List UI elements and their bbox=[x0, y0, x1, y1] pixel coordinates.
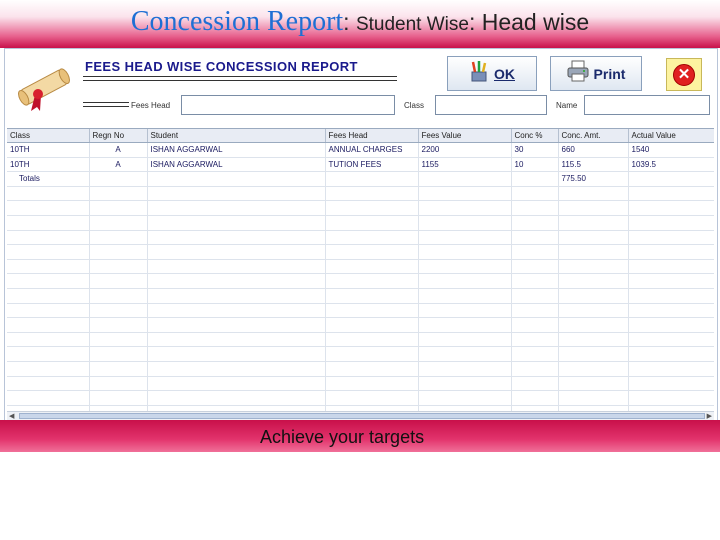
table-cell: 10TH bbox=[7, 157, 89, 172]
table-cell bbox=[89, 347, 147, 362]
table-cell bbox=[147, 376, 325, 391]
table-cell bbox=[418, 186, 511, 201]
table-cell bbox=[418, 245, 511, 260]
table-row[interactable] bbox=[7, 245, 714, 260]
table-cell bbox=[511, 186, 558, 201]
table-cell bbox=[628, 215, 714, 230]
table-cell bbox=[89, 186, 147, 201]
table-cell bbox=[147, 391, 325, 406]
table-cell bbox=[325, 361, 418, 376]
table-cell bbox=[89, 303, 147, 318]
table-cell bbox=[89, 288, 147, 303]
table-row[interactable] bbox=[7, 157, 714, 172]
table-cell bbox=[511, 215, 558, 230]
slide-title bbox=[0, 6, 720, 38]
table-cell bbox=[558, 347, 628, 362]
class-label: Class bbox=[404, 101, 425, 110]
table-cell bbox=[147, 186, 325, 201]
table-cell bbox=[7, 186, 89, 201]
table-cell bbox=[325, 274, 418, 289]
table-row[interactable] bbox=[7, 391, 714, 406]
table-row[interactable] bbox=[7, 332, 714, 347]
name-label: Name bbox=[556, 101, 578, 110]
slide-title-bar bbox=[0, 0, 720, 48]
table-cell bbox=[511, 201, 558, 216]
table-cell bbox=[418, 303, 511, 318]
close-button[interactable] bbox=[666, 58, 702, 91]
table-cell bbox=[325, 172, 418, 187]
table-cell bbox=[511, 230, 558, 245]
table-cell bbox=[628, 332, 714, 347]
table-cell bbox=[89, 201, 147, 216]
table-row[interactable] bbox=[7, 347, 714, 362]
table-cell bbox=[147, 172, 325, 187]
table-cell bbox=[89, 215, 147, 230]
table-cell bbox=[511, 391, 558, 406]
table-cell bbox=[628, 361, 714, 376]
ok-button-label: OK bbox=[494, 65, 515, 82]
table-cell: 1540 bbox=[628, 143, 714, 158]
table-cell bbox=[628, 347, 714, 362]
table-cell bbox=[147, 245, 325, 260]
title-underline-2 bbox=[83, 80, 397, 81]
table-cell bbox=[147, 347, 325, 362]
table-cell: A bbox=[89, 143, 147, 158]
table-cell bbox=[325, 215, 418, 230]
column-header[interactable]: Student bbox=[147, 129, 325, 143]
report-title: FEES HEAD WISE CONCESSION REPORT bbox=[85, 59, 358, 74]
table-cell bbox=[325, 347, 418, 362]
print-button-label: Print bbox=[593, 65, 626, 82]
column-header[interactable]: Fees Value bbox=[418, 129, 511, 143]
table-row[interactable] bbox=[7, 201, 714, 216]
table-cell bbox=[628, 245, 714, 260]
title-underline bbox=[83, 76, 397, 77]
table-row[interactable] bbox=[7, 186, 714, 201]
table-cell bbox=[147, 303, 325, 318]
table-cell bbox=[558, 259, 628, 274]
scroll-right-icon[interactable]: ▶ bbox=[706, 413, 712, 420]
report-grid[interactable] bbox=[7, 128, 714, 412]
table-cell bbox=[511, 245, 558, 260]
table-cell bbox=[7, 376, 89, 391]
column-header[interactable]: Actual Value bbox=[628, 129, 714, 143]
table-cell bbox=[7, 288, 89, 303]
table-cell bbox=[7, 230, 89, 245]
table-cell: 1039.5 bbox=[628, 157, 714, 172]
ok-button[interactable] bbox=[447, 56, 537, 91]
table-cell bbox=[325, 201, 418, 216]
table-cell bbox=[558, 215, 628, 230]
table-header-row bbox=[7, 129, 714, 143]
footer-banner bbox=[0, 420, 720, 452]
table-cell: 1155 bbox=[418, 157, 511, 172]
table-cell bbox=[418, 391, 511, 406]
slide-title-student-wise: Student Wise bbox=[355, 14, 469, 35]
table-cell: 2200 bbox=[418, 143, 511, 158]
table-cell bbox=[418, 332, 511, 347]
name-field[interactable] bbox=[584, 95, 710, 115]
slide-title-head-wise: Head wise bbox=[481, 9, 590, 35]
table-cell bbox=[558, 288, 628, 303]
table-cell bbox=[558, 376, 628, 391]
table-cell bbox=[89, 376, 147, 391]
table-cell bbox=[418, 201, 511, 216]
table-cell: 10 bbox=[511, 157, 558, 172]
table-row[interactable] bbox=[7, 259, 714, 274]
table-cell: ISHAN AGGARWAL bbox=[147, 157, 325, 172]
table-cell: 115.5 bbox=[558, 157, 628, 172]
table-cell bbox=[628, 230, 714, 245]
table-cell bbox=[511, 332, 558, 347]
horizontal-scrollbar[interactable] bbox=[7, 411, 714, 420]
table-cell bbox=[628, 172, 714, 187]
table-row[interactable] bbox=[7, 274, 714, 289]
footer-text: Achieve your targets bbox=[260, 427, 425, 447]
table-cell: 30 bbox=[511, 143, 558, 158]
report-table bbox=[7, 129, 714, 412]
table-cell bbox=[325, 332, 418, 347]
table-cell bbox=[418, 274, 511, 289]
table-cell bbox=[418, 361, 511, 376]
table-cell bbox=[89, 274, 147, 289]
table-cell bbox=[147, 215, 325, 230]
column-header[interactable]: Conc. Amt. bbox=[558, 129, 628, 143]
table-row[interactable] bbox=[7, 143, 714, 158]
table-cell bbox=[511, 259, 558, 274]
slide-title-colon-1: : bbox=[343, 9, 356, 35]
table-cell: 775.50 bbox=[558, 172, 628, 187]
table-cell bbox=[325, 245, 418, 260]
table-cell bbox=[628, 201, 714, 216]
scroll-left-icon[interactable]: ◀ bbox=[9, 413, 15, 420]
table-cell bbox=[7, 245, 89, 260]
table-cell bbox=[418, 376, 511, 391]
table-cell bbox=[418, 318, 511, 333]
table-cell bbox=[418, 288, 511, 303]
table-cell bbox=[147, 230, 325, 245]
table-cell: Totals bbox=[7, 172, 89, 187]
table-cell bbox=[418, 259, 511, 274]
column-header[interactable]: Regn No bbox=[89, 129, 147, 143]
report-window bbox=[4, 48, 718, 422]
table-cell bbox=[89, 318, 147, 333]
table-cell bbox=[325, 186, 418, 201]
table-cell bbox=[7, 274, 89, 289]
fees-head-field[interactable] bbox=[181, 95, 395, 115]
close-icon: ✕ bbox=[673, 64, 695, 86]
table-cell bbox=[7, 332, 89, 347]
table-cell: ANNUAL CHARGES bbox=[325, 143, 418, 158]
report-form bbox=[5, 49, 717, 127]
table-cell bbox=[511, 361, 558, 376]
table-cell bbox=[418, 230, 511, 245]
table-cell bbox=[325, 230, 418, 245]
table-cell bbox=[89, 259, 147, 274]
table-cell bbox=[511, 303, 558, 318]
table-cell bbox=[558, 245, 628, 260]
table-cell bbox=[325, 318, 418, 333]
table-cell bbox=[89, 230, 147, 245]
class-field[interactable] bbox=[435, 95, 547, 115]
table-cell bbox=[7, 347, 89, 362]
table-cell bbox=[325, 391, 418, 406]
table-cell bbox=[558, 186, 628, 201]
table-cell bbox=[7, 259, 89, 274]
table-row[interactable] bbox=[7, 361, 714, 376]
table-cell bbox=[558, 318, 628, 333]
table-cell bbox=[511, 318, 558, 333]
slide-title-colon-2: : bbox=[468, 9, 482, 35]
fees-head-line bbox=[83, 102, 129, 103]
table-row[interactable] bbox=[7, 318, 714, 333]
table-cell bbox=[147, 274, 325, 289]
table-cell bbox=[628, 288, 714, 303]
table-cell bbox=[147, 332, 325, 347]
fees-head-label: Fees Head bbox=[131, 101, 171, 110]
column-header[interactable]: Class bbox=[7, 129, 89, 143]
table-cell: ISHAN AGGARWAL bbox=[147, 143, 325, 158]
fees-head-line-2 bbox=[83, 106, 129, 107]
table-cell bbox=[325, 288, 418, 303]
table-cell bbox=[89, 245, 147, 260]
table-cell bbox=[511, 347, 558, 362]
table-cell bbox=[418, 172, 511, 187]
table-cell bbox=[511, 288, 558, 303]
table-row[interactable] bbox=[7, 230, 714, 245]
pencils-icon bbox=[469, 60, 489, 87]
table-cell bbox=[7, 215, 89, 230]
table-cell bbox=[7, 318, 89, 333]
table-cell bbox=[89, 391, 147, 406]
table-cell bbox=[325, 259, 418, 274]
table-row[interactable] bbox=[7, 303, 714, 318]
printer-icon bbox=[567, 60, 589, 87]
table-cell bbox=[558, 274, 628, 289]
table-cell bbox=[325, 376, 418, 391]
table-cell bbox=[147, 288, 325, 303]
table-row[interactable] bbox=[7, 376, 714, 391]
table-cell bbox=[628, 376, 714, 391]
table-cell bbox=[418, 347, 511, 362]
table-cell: A bbox=[89, 157, 147, 172]
table-cell: 660 bbox=[558, 143, 628, 158]
table-cell bbox=[7, 201, 89, 216]
table-cell bbox=[558, 303, 628, 318]
table-cell bbox=[89, 332, 147, 347]
table-cell bbox=[628, 259, 714, 274]
certificate-scroll-icon bbox=[11, 61, 77, 113]
table-cell bbox=[511, 172, 558, 187]
table-cell: 10TH bbox=[7, 143, 89, 158]
table-cell bbox=[558, 201, 628, 216]
table-cell bbox=[628, 318, 714, 333]
table-cell bbox=[558, 230, 628, 245]
scrollbar-thumb[interactable] bbox=[19, 413, 705, 419]
table-cell bbox=[7, 361, 89, 376]
table-cell bbox=[7, 303, 89, 318]
table-cell bbox=[7, 391, 89, 406]
table-cell bbox=[147, 201, 325, 216]
table-cell bbox=[511, 376, 558, 391]
table-row[interactable] bbox=[7, 288, 714, 303]
table-cell bbox=[89, 172, 147, 187]
table-cell bbox=[558, 332, 628, 347]
table-cell bbox=[418, 215, 511, 230]
table-cell bbox=[89, 361, 147, 376]
table-cell bbox=[628, 186, 714, 201]
table-row[interactable] bbox=[7, 215, 714, 230]
column-header[interactable]: Conc % bbox=[511, 129, 558, 143]
column-header[interactable]: Fees Head bbox=[325, 129, 418, 143]
table-row[interactable] bbox=[7, 172, 714, 187]
table-cell bbox=[325, 303, 418, 318]
table-cell bbox=[628, 391, 714, 406]
table-cell bbox=[147, 259, 325, 274]
table-cell bbox=[558, 391, 628, 406]
table-cell bbox=[147, 318, 325, 333]
table-cell bbox=[147, 361, 325, 376]
table-cell bbox=[558, 361, 628, 376]
slide-title-main: Concession Report bbox=[130, 6, 344, 37]
table-cell bbox=[628, 274, 714, 289]
table-cell bbox=[511, 274, 558, 289]
table-cell: TUTION FEES bbox=[325, 157, 418, 172]
table-cell bbox=[628, 303, 714, 318]
print-button[interactable] bbox=[550, 56, 642, 91]
